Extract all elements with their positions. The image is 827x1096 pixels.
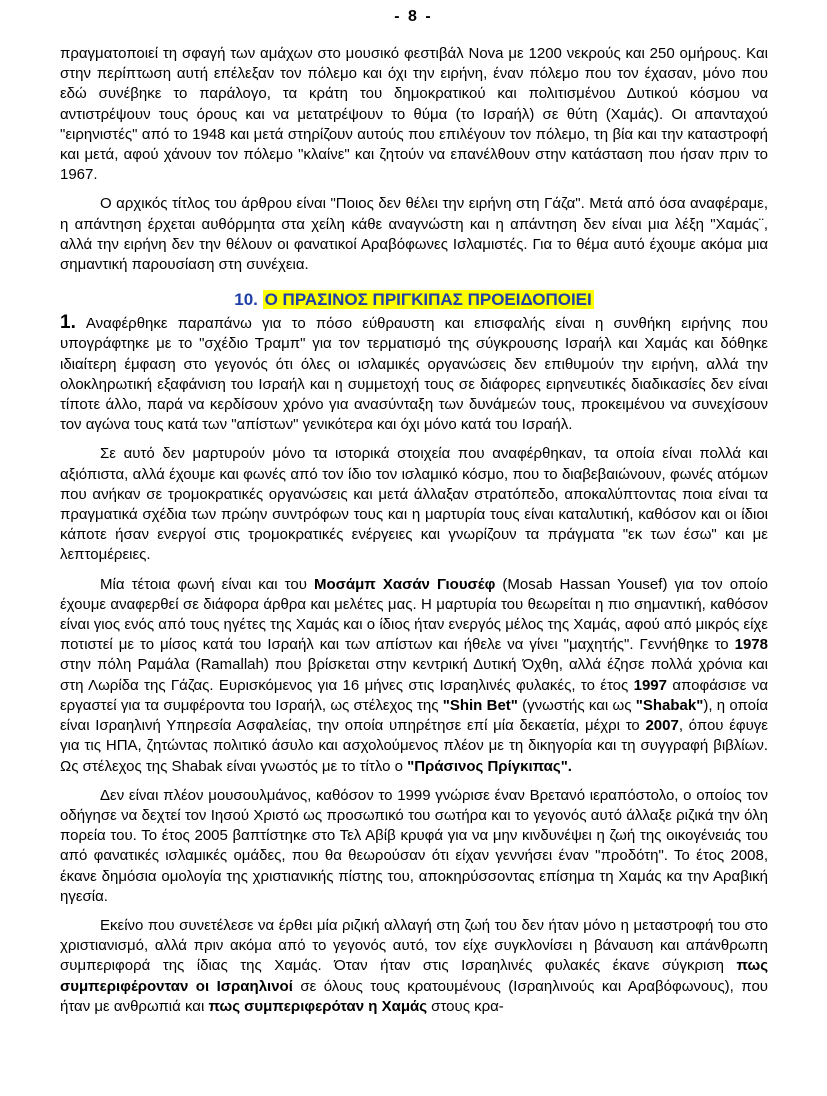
section-heading bbox=[60, 289, 768, 311]
paragraph bbox=[60, 313, 768, 435]
text-run: Μία τέτοια φωνή είναι και του bbox=[100, 575, 314, 593]
text-run: στους κρα- bbox=[427, 997, 504, 1015]
paragraph-text: Αναφέρθηκε παραπάνω για το πόσο εύθραυστη και επισφαλής είναι η συνθήκη ειρήνης που υπογράφτηκε με το "σχέδιο Τραμπ" για τον τερματισμό της σύγκρουσης Ισραήλ και Χαμάς και δόθηκε ιδιαίτερη έμφαση στο γεγονός ότι όλες οι ισλαμικές οργανώσεις δεν επιθυμούν την ειρήνη, αλλά την ολοκληρωτική εξαφάνιση του Ισραήλ και η συμμετοχή τους σε διάφορες ειρηνευτικές διαδικασίες δεν είναι τίποτε άλλο, παρά να κερδίσουν χρόνο για ανασύνταξη των δυνάμεών τους, προκειμένου να συνεχίσουν τον αγώνα τους κατά των "απίστων" γενικότερα και όχι μόνο κατά του Ισραήλ. bbox=[60, 315, 768, 434]
bold-year: 1997 bbox=[633, 676, 667, 694]
text-run: σε όλους τους κρατουμένους (Ισραηλινούς και Αραβόφωνους), που ήταν με ανθρωπιά και bbox=[60, 977, 768, 1015]
bold-term: "Shin Bet" bbox=[442, 696, 518, 714]
text-run: ), η οποία είναι Ισραηλινή Υπηρεσία Ασφαλείας, την οποία υπηρέτησε επί μία δεκαετία, μέχρι το bbox=[60, 696, 769, 735]
paragraph bbox=[60, 916, 768, 1017]
bold-year: 1978 bbox=[734, 636, 768, 654]
bold-term: "Shabak" bbox=[635, 696, 704, 714]
bold-year: 2007 bbox=[645, 717, 679, 735]
bold-phrase: πως συμπεριφερόταν η Χαμάς bbox=[208, 997, 428, 1015]
text-run: (γνωστής και ως bbox=[517, 696, 636, 714]
item-number: 1. bbox=[60, 312, 76, 334]
text-run: στην πόλη Ραμάλα (Ramallah) που βρίσκεται στην κεντρική Δυτική Όχθη, αλλά έζησε πολλά χρόνια και στη Λωρίδα της Γάζας. Ευρισκόμενος για 16 μήνες στις Ισραηλινές φυλακές, το έτος bbox=[60, 656, 768, 694]
paragraph: Ο αρχικός τίτλος του άρθρου είναι "Ποιος δεν θέλει την ειρήνη στη Γάζα". Μετά από όσα αναφέραμε, η απάντηση έρχεται αυθόρμητα στα χείλη κάθε αναγνώστη και η απάντηση δεν είναι μια λέξη "Χαμάς¨, αλλά την ειρήνη δεν την θέλουν οι φανατικοί Αραβόφωνες Ισλαμιστές. Για το θέμα αυτό έχουμε ακόμα μια σημαντική παρουσίαση στη συνέχεια. bbox=[60, 195, 768, 274]
text-run: , όπου έφυγε για τις ΗΠΑ, ζητώντας πολιτικό άσυλο και ασχολούμενος πλέον με τη δικηγορία και τη συγγραφή βιβλίων. Ως στέλεχος της Shabak είναι γνωστός με το τίτλο ο bbox=[60, 717, 768, 775]
section-title: Ο ΠΡΑΣΙΝΟΣ ΠΡΙΓΚΙΠΑΣ ΠΡΟΕΙΔΟΠΟΙΕΙ bbox=[264, 290, 592, 310]
bold-name: Μοσάμπ Χασάν Γιουσέφ bbox=[313, 575, 496, 593]
page-number: - 8 - bbox=[394, 8, 433, 25]
bold-title: "Πράσινος Πρίγκιπας". bbox=[407, 757, 572, 775]
paragraph: πραγματοποιεί τη σφαγή των αμάχων στο μουσικό φεστιβάλ Nova με 1200 νεκρούς και 250 ομήρους. Και στην περίπτωση αυτή επέλεξαν τον πόλεμο και όχι την ειρήνη, έναν πόλεμο που τον έχασαν, μόνο που εδώ συνέβηκε το παράλογο, τα κράτη του δημοκρατικού και πολιτισμένου Δυτικού κόσμου να αντιστρέψουν τους όρους και να μετατρέψουν το θύμα (το Ισραήλ) σε θύτη (Χαμάς). Οι απανταχού "ειρηνιστές" από το 1948 και μετά στηρίζουν αυτούς που επιλέγουν τον πόλεμο, τη βία και την καταστροφή και μετά, αφού χάνουν τον πόλεμο "κλαίνε" και ζητούν να επανέλθουν στην κατάσταση που ήσαν πριν το 1967. bbox=[60, 45, 768, 184]
document-body bbox=[60, 44, 768, 1026]
paragraph: Δεν είναι πλέον μουσουλμάνος, καθόσον το 1999 γνώρισε έναν Βρετανό ιεραπόστολο, ο οποίος τον οδήγησε να δεχτεί τον Ιησού Χριστό ως προσωπικό του σωτήρα και το γεγονός αυτό άλλαξε ριζικά την όλη πορεία του. Το έτος 2005 βαπτίστηκε στο Τελ Αβίβ κρυφά για να μην κινδυνέψει η ζωή της οικογένειάς του από φανατικές ισλαμικές ομάδες, που θα θεωρούσαν ότι είχαν γεννήσει έναν "προδότη". Το έτος 2008, έκανε δημόσια ομολογία της χριστιανικής πίστης του, αποκηρύσσοντας επίσημα τη Χαμάς κα την Αραβική ηγεσία. bbox=[60, 786, 768, 905]
section-number: 10. bbox=[234, 290, 258, 310]
bold-phrase: πως συμπεριφέρονταν οι Ισραηλινοί bbox=[60, 957, 768, 995]
text-run: αποφάσισε να εργαστεί για τα συμφέροντα του Ισραήλ, ως στέλεχος της bbox=[60, 676, 768, 714]
paragraph: Σε αυτό δεν μαρτυρούν μόνο τα ιστορικά στοιχεία που αναφέρθηκαν, τα οποία είναι πολλά και αξιόπιστα, αλλά έχουμε και φωνές από τον ίδιο τον ισλαμικό κόσμο, που το διαβεβαιώνουν, φωνές ατόμων που ανήκαν σε τρομοκρατικές οργανώσεις και μετά άλλαξαν στρατόπεδο, αποκαλύπτοντας ποια είναι τα πραγματικά σχέδια των πρώην συντρόφων τους και η μαρτυρία τους είναι καταλυτική, καθόσον και οι ίδιοι κάποτε ήσαν ενεργοί στις τρομοκρατικές ενέργειες και γνωρίζουν τα πράγματα "εκ των έσω" και με λεπτομέρειες. bbox=[60, 445, 768, 564]
text-run: Εκείνο που συνετέλεσε να έρθει μία ριζική αλλαγή στη ζωή του δεν ήταν μόνο η μεταστροφή του στο χριστιανισμό, αλλά πριν ακόμα από το γεγονός αυτό, τον είχε συγκλονίσει η βάναυση και απάνθρωπη συμπεριφορά της ίδιας της Χαμάς. Όταν ήταν στις Ισραηλινές φυλακές έκανε σύγκριση bbox=[60, 916, 768, 975]
paragraph bbox=[60, 575, 768, 777]
text-run: (Mosab Hassan Yousef) για τον οποίο έχουμε αναφερθεί σε διάφορα άρθρα και μελέτες μας. Η μαρτυρία του θεωρείται η πιο σημαντική, καθόσον είναι γιος ενός από τους ηγέτες της Χαμάς και ο ίδιος ήταν ενεργός μέλος της Χαμάς, αφού από μικρός είχε ποτιστεί με το μίσος κατά του Ισραήλ και των απίστων και ήθελε να γίνει "μαχητής". Γεννήθηκε το bbox=[60, 575, 768, 654]
